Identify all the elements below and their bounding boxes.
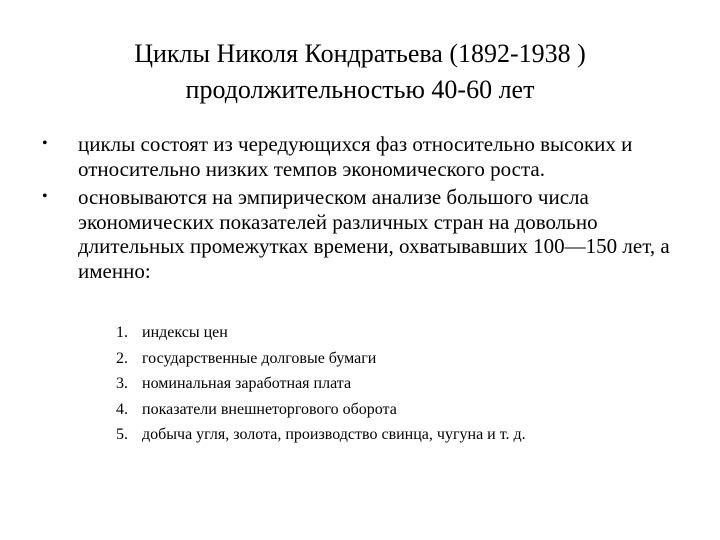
item-number: 3.	[116, 375, 128, 392]
title-line-2: продолжительностью 40-60 лет	[185, 75, 535, 104]
bullet-item	[36, 185, 696, 283]
bullet-list	[36, 132, 696, 287]
item-number: 5.	[116, 426, 128, 443]
item-text: добыча угля, золота, производство свинца, чугуна и т. д.	[142, 426, 526, 443]
numbered-item	[116, 422, 696, 448]
item-text: индексы цен	[142, 324, 228, 341]
item-text: государственные долговые бумаги	[142, 349, 377, 367]
item-number: 2.	[116, 349, 128, 367]
numbered-item	[116, 346, 696, 372]
title-line-1: Циклы Николя Кондратьева (1892-1938 )	[134, 39, 586, 68]
numbered-list	[116, 320, 696, 448]
slide-title	[0, 36, 720, 108]
item-text: показатели внешнеторгового оборота	[142, 400, 397, 418]
bullet-icon: •	[42, 135, 48, 152]
bullet-icon: •	[42, 188, 48, 205]
item-number: 1.	[116, 324, 128, 341]
item-number: 4.	[116, 400, 128, 418]
item-text: номинальная заработная плата	[142, 375, 352, 392]
numbered-item	[116, 371, 696, 397]
bullet-item	[36, 132, 696, 181]
numbered-item	[116, 320, 696, 346]
numbered-item	[116, 397, 696, 423]
bullet-text: циклы состоят из чередующихся фаз относительно высоких и относительно низких темпов экономического роста.	[78, 132, 633, 181]
bullet-text: основываются на эмпирическом анализе большого числа экономических показателей различных стран на довольно длительных промежутках времени, охватывавших 100—150 лет, а именно:	[78, 185, 670, 283]
